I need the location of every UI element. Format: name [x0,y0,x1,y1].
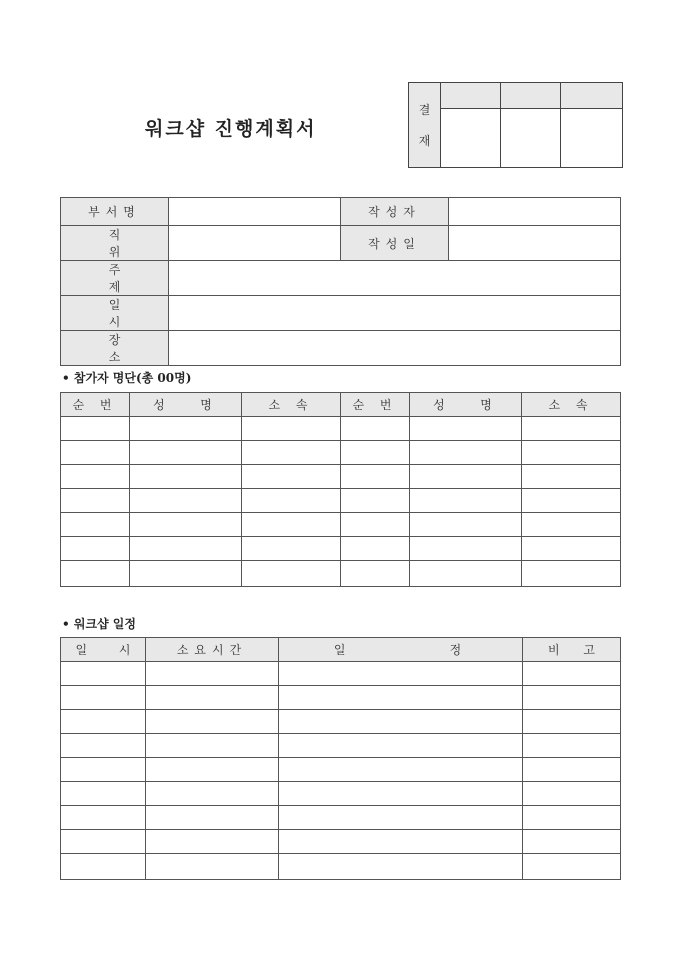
cell[interactable] [61,806,146,830]
cell[interactable] [61,441,130,465]
cell[interactable] [279,758,523,782]
cell[interactable] [279,662,523,686]
cell[interactable] [242,537,341,561]
cell[interactable] [523,662,621,686]
cell[interactable] [61,561,130,587]
cell[interactable] [341,489,410,513]
cell[interactable] [523,854,621,880]
datetime-label: 일 시 [61,296,169,331]
cell[interactable] [130,561,242,587]
cell[interactable] [61,782,146,806]
cell[interactable] [61,830,146,854]
approver-title-1[interactable] [441,83,501,109]
cell[interactable] [61,513,130,537]
cell[interactable] [279,782,523,806]
cell[interactable] [341,441,410,465]
cell[interactable] [341,465,410,489]
dept-field[interactable] [169,198,341,226]
approval-box [408,82,623,168]
cell[interactable] [130,537,242,561]
cell[interactable] [146,806,279,830]
cell[interactable] [130,465,242,489]
cell[interactable] [130,441,242,465]
cell[interactable] [279,710,523,734]
cell[interactable] [523,758,621,782]
col-name-2: 성 명 [410,393,522,417]
cell[interactable] [523,782,621,806]
col-affiliation-1: 소 속 [242,393,341,417]
cell[interactable] [61,686,146,710]
table-row [61,734,621,758]
cell[interactable] [61,734,146,758]
schedule-table [60,637,621,880]
col-remarks: 비 고 [523,638,621,662]
approval-label [409,83,441,168]
dept-label: 부서명 [61,198,169,226]
table-row [61,806,621,830]
approval-label-top: 결 [418,103,431,117]
cell[interactable] [341,417,410,441]
cell[interactable] [279,806,523,830]
cell[interactable] [61,465,130,489]
col-seq-2: 순 번 [341,393,410,417]
participants-table [60,392,621,587]
cell[interactable] [341,513,410,537]
cell[interactable] [61,758,146,782]
cell[interactable] [61,662,146,686]
cell[interactable] [279,854,523,880]
cell[interactable] [523,686,621,710]
document-title: 워크샵 진행계획서 [145,118,317,140]
approver-sign-2[interactable] [501,109,561,168]
col-duration: 소요시간 [146,638,279,662]
cell[interactable] [341,537,410,561]
col-agenda: 일 정 [279,638,523,662]
cell[interactable] [523,710,621,734]
subject-field[interactable] [169,261,621,296]
author-field[interactable] [449,198,621,226]
cell[interactable] [146,686,279,710]
schedule-body [61,662,621,880]
cell[interactable] [242,441,341,465]
cell[interactable] [61,489,130,513]
cell[interactable] [242,465,341,489]
cell[interactable] [146,662,279,686]
cell[interactable] [61,417,130,441]
col-name-1: 성 명 [130,393,242,417]
cell[interactable] [130,513,242,537]
info-table [60,197,621,366]
cell[interactable] [279,734,523,758]
cell[interactable] [522,537,621,561]
cell[interactable] [522,489,621,513]
approver-sign-1[interactable] [441,109,501,168]
cell[interactable] [61,854,146,880]
cell[interactable] [410,441,522,465]
table-row [61,686,621,710]
participants-body [61,417,621,587]
position-field[interactable] [169,226,341,261]
col-datetime: 일 시 [61,638,146,662]
subject-label: 주 제 [61,261,169,296]
table-row [61,758,621,782]
table-row [61,417,621,441]
cell[interactable] [522,561,621,587]
datetime-field[interactable] [169,296,621,331]
cell[interactable] [242,417,341,441]
approver-sign-3[interactable] [561,109,623,168]
participants-heading: • 참가자 명단(총 00명) [62,371,192,385]
cell[interactable] [522,513,621,537]
cell[interactable] [279,830,523,854]
position-label: 직 위 [61,226,169,261]
cell[interactable] [61,710,146,734]
cell[interactable] [523,830,621,854]
cell[interactable] [146,830,279,854]
table-row [61,537,621,561]
cell[interactable] [341,561,410,587]
cell[interactable] [242,489,341,513]
approver-title-2[interactable] [501,83,561,109]
place-label: 장 소 [61,331,169,366]
table-row [61,441,621,465]
cell[interactable] [410,465,522,489]
cell[interactable] [61,537,130,561]
cell[interactable] [146,734,279,758]
cell[interactable] [522,465,621,489]
table-row [61,513,621,537]
table-row [61,465,621,489]
date-written-field[interactable] [449,226,621,261]
cell[interactable] [523,806,621,830]
table-row [61,854,621,880]
col-affiliation-2: 소 속 [522,393,621,417]
cell[interactable] [242,513,341,537]
table-row [61,489,621,513]
date-written-label: 작성일 [341,226,449,261]
cell[interactable] [410,537,522,561]
cell[interactable] [522,441,621,465]
cell[interactable] [410,513,522,537]
cell[interactable] [522,417,621,441]
author-label: 작성자 [341,198,449,226]
cell[interactable] [146,854,279,880]
table-row [61,710,621,734]
cell[interactable] [523,734,621,758]
table-row [61,561,621,587]
table-row [61,782,621,806]
col-seq-1: 순 번 [61,393,130,417]
approval-label-bottom: 재 [418,134,431,148]
place-field[interactable] [169,331,621,366]
cell[interactable] [410,561,522,587]
table-row [61,830,621,854]
cell[interactable] [410,417,522,441]
schedule-heading: • 워크샵 일정 [62,617,136,631]
approver-title-3[interactable] [561,83,623,109]
cell[interactable] [242,561,341,587]
cell[interactable] [279,686,523,710]
cell[interactable] [146,710,279,734]
cell[interactable] [146,758,279,782]
table-row [61,662,621,686]
cell[interactable] [410,489,522,513]
cell[interactable] [146,782,279,806]
cell[interactable] [130,417,242,441]
cell[interactable] [130,489,242,513]
